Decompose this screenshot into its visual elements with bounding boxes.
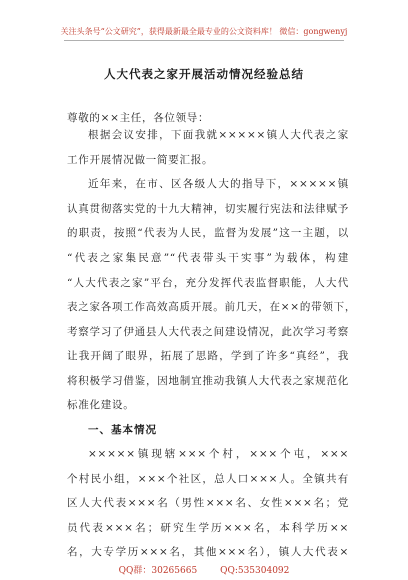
paragraph2-line-9: 将积极学习借鉴，因地制宜推动我镇人大代表之家规范化 <box>67 375 349 387</box>
paragraph2-line-3: 的职责，按照“代表为人民，监督为发展”这一主题，以 <box>67 227 349 239</box>
intro-line-2: 工作开展情况做一简要汇报。 <box>67 154 214 166</box>
section1-line-1: ×××××镇现辖×××个村，×××个屯，××× <box>88 448 349 460</box>
paragraph2-line-7: 考察学习了伊通县人大代表之间建设情况，此次学习考察 <box>67 326 349 338</box>
paragraph2-line-5: “人大代表之家”平台，充分发挥代表监督职能，人大代 <box>67 277 349 289</box>
section1-line-2: 个村民小组，×××个社区，总人口×××人。全镇共有 <box>67 473 349 485</box>
paragraph2-line-4: “代表之家集民意”“代表带头干实事”为载体，构建 <box>67 252 349 264</box>
footer-contacts <box>0 563 408 576</box>
section-heading-basic-info: 一、基本情况 <box>88 424 157 436</box>
paragraph2-line-8: 让我开阔了眼界，拓展了思路，学到了许多“真经”，我 <box>67 350 349 362</box>
section1-line-5: 名，大专学历×××名，其他×××名），镇人大代表× <box>67 546 349 558</box>
paragraph2-line-10: 标准化建设。 <box>67 399 135 411</box>
footer-qq: QQ:535304092 <box>220 566 290 576</box>
document-title: 人大代表之家开展活动情况经验总结 <box>104 67 304 81</box>
section1-line-4: 员代表×××名；研究生学历×××名，本科学历×× <box>67 522 349 534</box>
salutation: 尊敬的××主任，各位领导： <box>67 112 210 124</box>
paragraph2-line-1: 近年来，在市、区各级人大的指导下，×××××镇 <box>88 178 349 190</box>
header-divider <box>64 40 344 41</box>
section1-line-3: 区人大代表×××名（男性×××名、女性×××名；党 <box>67 497 349 509</box>
paragraph2-line-6: 表之家各项工作高效高质开展。前几天，在××的带领下， <box>67 301 357 313</box>
footer-qq-group: QQ群：30265665 <box>118 566 198 576</box>
paragraph2-line-2: 认真贯彻落实党的十九大精神，切实履行宪法和法律赋予 <box>67 203 349 215</box>
intro-line-1: 根据会议安排，下面我就×××××镇人大代表之家 <box>88 129 349 141</box>
header-banner: 关注头条号“公文研究”，获得最新最全最专业的公文资料库！ 微信：gongwenyj <box>60 27 348 36</box>
